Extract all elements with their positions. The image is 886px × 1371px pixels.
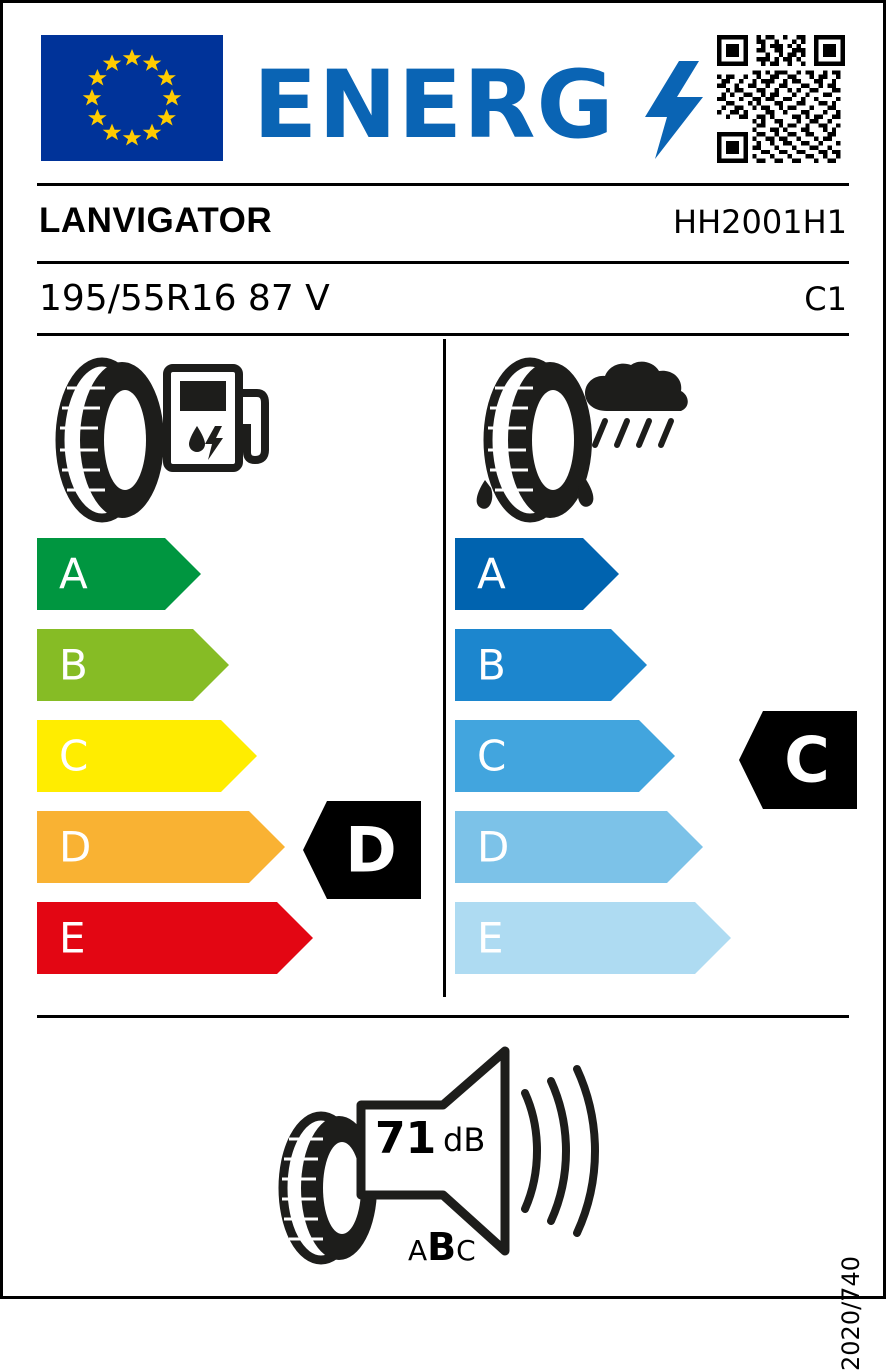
eu-flag-stars [41,35,223,161]
divider-header [37,183,849,186]
noise-value: 71 [375,1113,437,1164]
date-code: 2020/740 [837,1256,865,1371]
rain-cloud-tyre-icon [455,353,855,528]
noise-class-scale [408,1225,476,1269]
wet-rating-value: C [784,723,830,797]
fuel-rating-value: D [345,813,397,887]
noise-unit: dB [443,1121,486,1159]
divider-brand [37,261,849,264]
lightning-bolt-icon [645,61,705,159]
qr-code-icon [717,35,845,163]
fuel-grade-label-d: D [59,822,92,872]
wet-grade-label-c: C [477,731,507,781]
fuel-grade-label-e: E [59,913,86,963]
divider-vertical [443,339,446,997]
fuel-pump-tyre-icon [37,353,437,528]
wet-grip-section [455,343,855,998]
divider-size [37,333,849,336]
model-code: HH2001H1 [673,203,847,241]
tyre-class: C1 [804,280,847,318]
fuel-efficiency-section [37,343,437,998]
noise-class-c: C [456,1234,476,1267]
wet-grade-label-e: E [477,913,504,963]
fuel-grade-label-a: A [59,549,88,599]
brand-name: LANVIGATOR [39,201,273,240]
page-title: ENERG [253,51,615,160]
wet-grade-label-b: B [477,640,506,690]
wet-grade-label-d: D [477,822,510,872]
fuel-grade-label-b: B [59,640,88,690]
tyre-size: 195/55R16 87 V [39,278,330,319]
wet-rating-marker [739,711,857,809]
label-header [3,21,883,171]
divider-noise [37,1015,849,1018]
fuel-grade-label-c: C [59,731,89,781]
eu-flag-icon [41,35,223,161]
fuel-rating-marker [303,801,421,899]
noise-class-b: B [427,1225,457,1269]
wet-grade-label-a: A [477,549,506,599]
noise-class-a: A [408,1234,428,1267]
